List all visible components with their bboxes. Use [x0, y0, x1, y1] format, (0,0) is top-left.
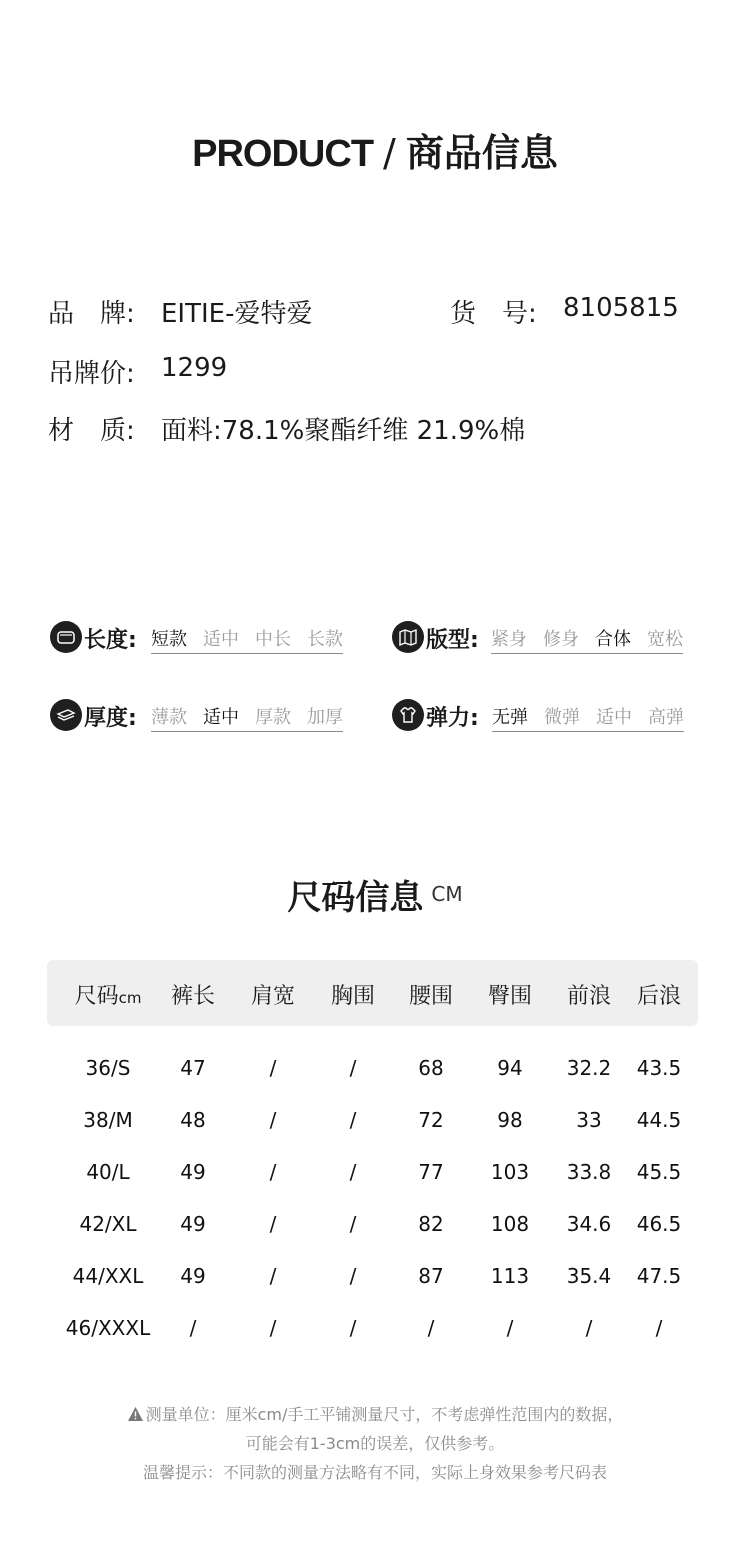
cell-shoulder: /	[269, 1108, 277, 1132]
cell-front-rise: 33.8	[566, 1160, 612, 1184]
header-chest: 胸围	[330, 984, 375, 1009]
cell-front-rise: 32.2	[566, 1056, 612, 1080]
header-size-unit: cm	[118, 989, 142, 1007]
cell-chest: /	[349, 1108, 357, 1132]
sku-value: 8105815	[563, 293, 679, 323]
attr-length	[50, 621, 370, 657]
option-slim: 修身	[543, 629, 579, 650]
cell-waist: 87	[418, 1264, 444, 1288]
option-thick: 厚款	[255, 707, 291, 728]
option-tight: 紧身	[491, 629, 527, 650]
brand-label: 品 牌:	[48, 299, 135, 329]
cell-hip: 94	[497, 1056, 523, 1080]
cell-front-rise: 33	[576, 1108, 602, 1132]
fit-map-icon	[392, 621, 424, 653]
size-info-title-text: 尺码信息	[287, 878, 424, 918]
material-value: 面料:78.1%聚酯纤维 21.9%棉	[161, 416, 526, 446]
cell-size: 36/S	[85, 1056, 131, 1080]
table-row	[47, 1256, 698, 1296]
cell-hip: /	[506, 1316, 514, 1340]
attr-fit	[392, 621, 712, 657]
cell-shoulder: /	[269, 1212, 277, 1236]
option-slight-stretch: 微弹	[544, 707, 580, 728]
cell-chest: /	[349, 1264, 357, 1288]
option-long: 长款	[307, 629, 343, 650]
cell-pants-length: 49	[180, 1160, 206, 1184]
title-en: PRODUCT	[192, 133, 374, 175]
attr-elasticity	[392, 699, 712, 735]
cell-back-rise: 47.5	[636, 1264, 682, 1288]
table-row	[47, 1100, 698, 1140]
cell-waist: 68	[418, 1056, 444, 1080]
header-front-rise: 前浪	[566, 984, 611, 1009]
option-high-stretch: 高弹	[648, 707, 684, 728]
cell-shoulder: /	[269, 1264, 277, 1288]
cell-waist: 72	[418, 1108, 444, 1132]
shirt-stretch-icon	[392, 699, 424, 731]
cell-back-rise: 44.5	[636, 1108, 682, 1132]
attr-thickness-label: 厚度:	[84, 706, 137, 731]
cell-pants-length: 47	[180, 1056, 206, 1080]
option-thin: 薄款	[151, 707, 187, 728]
cell-size: 40/L	[86, 1160, 130, 1184]
note-line-3: 温馨提示：不同款的测量方法略有不同，实际上身效果参考尺码表	[142, 1463, 607, 1482]
size-table-header	[47, 960, 698, 1026]
option-mid-long: 中长	[255, 629, 291, 650]
size-info-title	[0, 870, 750, 919]
option-medium-stretch: 适中	[596, 707, 632, 728]
cell-front-rise: /	[585, 1316, 593, 1340]
cell-waist: 82	[418, 1212, 444, 1236]
cell-size: 46/XXXL	[65, 1316, 151, 1340]
attr-fit-label: 版型:	[426, 628, 479, 653]
cell-size: 38/M	[83, 1108, 133, 1132]
header-waist: 腰围	[408, 984, 453, 1009]
attr-length-label: 长度:	[84, 628, 137, 653]
cell-hip: 103	[490, 1160, 530, 1184]
cell-hip: 113	[490, 1264, 530, 1288]
cell-back-rise: 45.5	[636, 1160, 682, 1184]
cell-chest: /	[349, 1212, 357, 1236]
header-size-text: 尺码	[74, 984, 119, 1009]
option-regular: 合体	[595, 629, 631, 650]
header-shoulder: 肩宽	[250, 984, 295, 1009]
note-line-2: 可能会有1-3cm的误差，仅供参考。	[245, 1434, 505, 1453]
table-row	[47, 1048, 698, 1088]
header-hip: 臀围	[487, 984, 532, 1009]
fabric-layer-icon	[50, 699, 82, 731]
cell-chest: /	[349, 1160, 357, 1184]
cell-front-rise: 34.6	[566, 1212, 612, 1236]
attr-fit-options	[491, 625, 683, 654]
cell-shoulder: /	[269, 1316, 277, 1340]
cell-back-rise: 43.5	[636, 1056, 682, 1080]
table-row	[47, 1204, 698, 1244]
measurement-note	[0, 1400, 750, 1429]
header-size	[63, 979, 153, 1010]
brand-row	[48, 293, 135, 330]
cell-shoulder: /	[269, 1056, 277, 1080]
header-pants-length: 裤长	[170, 984, 215, 1009]
attr-elasticity-label: 弹力:	[426, 706, 479, 731]
option-loose: 宽松	[647, 629, 683, 650]
cell-chest: /	[349, 1316, 357, 1340]
option-no-stretch: 无弹	[492, 707, 528, 728]
price-label: 吊牌价:	[48, 359, 135, 389]
brand-value: EITIE-爱特爱	[161, 299, 313, 329]
title-cn: 商品信息	[405, 131, 558, 175]
cell-hip: 108	[490, 1212, 530, 1236]
cell-pants-length: 49	[180, 1212, 206, 1236]
size-info-unit: CM	[431, 882, 463, 906]
cell-back-rise: /	[655, 1316, 663, 1340]
cell-pants-length: 49	[180, 1264, 206, 1288]
material-label: 材 质:	[48, 416, 135, 446]
warning-icon	[127, 1406, 144, 1422]
price-value: 1299	[161, 353, 228, 383]
option-extra-thick: 加厚	[307, 707, 343, 728]
option-medium-thick: 适中	[203, 707, 239, 728]
attr-length-options	[151, 625, 343, 654]
cell-size: 44/XXL	[72, 1264, 144, 1288]
cell-shoulder: /	[269, 1160, 277, 1184]
header-back-rise: 后浪	[636, 984, 681, 1009]
cell-back-rise: 46.5	[636, 1212, 682, 1236]
cell-hip: 98	[497, 1108, 523, 1132]
cell-size: 42/XL	[79, 1212, 137, 1236]
option-medium: 适中	[203, 629, 239, 650]
cell-pants-length: /	[189, 1316, 197, 1340]
title-slash: /	[383, 131, 396, 175]
note-line-1: 测量单位：厘米cm/手工平铺测量尺寸，不考虑弹性范围内的数据，	[145, 1405, 624, 1424]
attr-elasticity-options	[492, 703, 684, 732]
cell-chest: /	[349, 1056, 357, 1080]
page-title	[0, 122, 750, 177]
table-row	[47, 1152, 698, 1192]
attr-thickness-options	[151, 703, 343, 732]
sku-label: 货 号:	[450, 299, 537, 329]
cell-pants-length: 48	[180, 1108, 206, 1132]
cell-waist: 77	[418, 1160, 444, 1184]
cell-front-rise: 35.4	[566, 1264, 612, 1288]
option-short: 短款	[151, 629, 187, 650]
table-row	[47, 1308, 698, 1348]
pants-length-icon	[50, 621, 82, 653]
attr-thickness	[50, 699, 370, 735]
cell-waist: /	[427, 1316, 435, 1340]
